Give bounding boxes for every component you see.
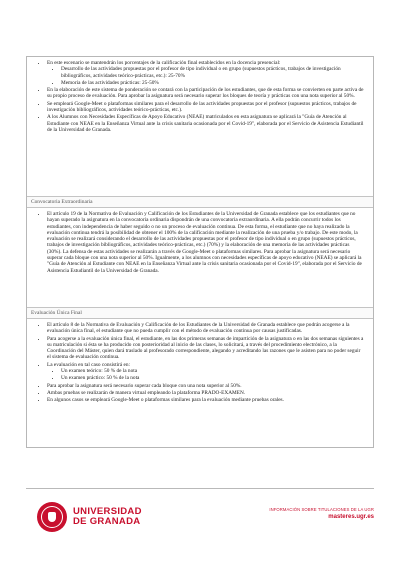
sub-list bbox=[47, 66, 365, 86]
list-item-text: Para acogerse a la evaluación única final, el estudiante, en las dos primeras semanas de impartición de la asignatura o en las dos semanas siguientes a su matriculación si ésta se ha producido con posterioridad al inicio de las clases, lo solicitará, a través del procedimiento electrónico, a la Coordinación del Máster, quien dará traslado al profesorado correspondiente, alegando y acreditando las razones que le asisten para no poder seguir el sistema de evaluación continua. bbox=[47, 335, 364, 361]
list-item-text: Para aprobar la asignatura será necesario superar cada bloque con una nota superior al 50%. bbox=[47, 382, 242, 389]
logo-line-2: DE GRANADA bbox=[73, 516, 141, 527]
section-title-extraordinary: Convocatoria Extraordinaria bbox=[27, 196, 373, 208]
sub-list bbox=[47, 368, 365, 382]
section-title-final: Evaluación Única Final bbox=[27, 307, 373, 319]
list-item bbox=[47, 390, 365, 396]
section-online-evaluation bbox=[27, 57, 373, 196]
list-item bbox=[47, 87, 365, 100]
bullet-list bbox=[35, 211, 365, 274]
list-item-text: A los Alumnos con Necesidades Específicas de Apoyo Educativo (NEAE) matriculados en esta asignatura se aplicará la "Guía de Atención al Estudiante con NEAE en la Enseñanza Virtual ante la crisis sanitaria ocasionada por el Covid-19", elaborada por el Servicio de Asistencia Estudiantil de la Universidad de Granada. bbox=[47, 114, 364, 133]
sub-list-item: • Un examen práctico: 50 % de la nota bbox=[61, 375, 365, 381]
logo-line-1: UNIVERSIDAD bbox=[73, 505, 142, 517]
masters-link[interactable]: masteres.ugr.es bbox=[328, 514, 374, 520]
logo-text bbox=[73, 507, 142, 528]
sub-list-item: • Desarrollo de las actividades propuestas por el profesor de tipo individual o en grupo (supuestos prácticos, trabajos de investigación bibliográficos, actividades teórico-prácticas, etc.): 25-70% bbox=[61, 66, 365, 79]
sub-list-item: • Memoria de las actividades prácticas: 25-50% bbox=[61, 80, 365, 86]
bullet-list bbox=[35, 60, 365, 133]
list-item bbox=[47, 397, 365, 403]
list-item-text: La evaluación en tal caso consistirá en: bbox=[47, 361, 130, 368]
list-item bbox=[47, 211, 365, 274]
list-item bbox=[47, 101, 365, 114]
list-item bbox=[47, 336, 365, 361]
list-item bbox=[47, 322, 365, 335]
list-item bbox=[47, 362, 365, 382]
list-item-text: Ambas pruebas se realizarán de manera virtual empleando la plataforma PRADO-EXAMEN. bbox=[47, 389, 246, 396]
list-item-text: El artículo 19 de la Normativa de Evaluación y Calificación de los Estudiantes de la Universidad de Granada establece que los estudiantes que no hayan superado la asignatura en la convocatoria ordinaria dispondrán de una convocatoria extraordinaria. A ella podrán concurrir todos los estudiantes, con independencia de haber seguido o no un proceso de evaluación continua. De esta forma, el estudiante que no haya realizado la evaluación continua tendrá la posibilidad de obtener el 100% de la calificación mediante la realización de una prueba y/o trabajo. De este modo, la evaluación se realizará considerando el desarrollo de las actividades propuestas por el profesor de tipo individual o en grupo (supuestos prácticos, trabajos de investigación bibliográficos, actividades teórico-prácticas, etc.) (70%) y la elaboración de una memoria de las actividades prácticas (30%). La defensa de estas actividades se realizarán a través de Google-Meet o plataformas similares. Para aprobar la asignatura será necesario superar cada bloque con una nota superior al 50%. Igualmente, a los alumnos con necesidades específicas de apoyo educativo (NEAE) se aplicará la "Guía de Atención al Estudiante con NEAE en la Enseñanza Virtual ante la crisis sanitaria ocasionada por el Covid-19", elaborada por el Servicio de Asistencia Estudiantil de la Universidad de Granada. bbox=[47, 211, 362, 274]
bullet-list bbox=[35, 322, 365, 404]
masters-title: INFORMACIÓN SOBRE TITULACIONES DE LA UGR bbox=[269, 507, 374, 512]
sub-list-item: • Un examen teórico: 50 % de la nota bbox=[61, 368, 365, 374]
footer-divider bbox=[26, 488, 374, 489]
list-item-text: En la elaboración de este sistema de ponderación se contará con la participación de los estudiantes, que de esta forma se convierten en parte activa de su propio proceso de evaluación. Para aprobar la asignatura será necesario superar los bloques de teoría y prácticas con una nota superior al 50%. bbox=[47, 87, 364, 100]
university-logo[interactable] bbox=[37, 502, 142, 532]
section-final-evaluation bbox=[27, 319, 373, 471]
list-item-text: El artículo 8 de la Normativa de Evaluación y Calificación de los Estudiantes de la Universidad de Granada establece que podrán acogerse a la evaluación única final, el estudiante que no pueda cumplir con el método de evaluación continua por causas justificadas. bbox=[47, 322, 350, 335]
list-item-text: En algunos casos se empleará Google-Meet o plataformas similares para la evaluación mediante pruebas orales. bbox=[47, 397, 284, 404]
section-extraordinary bbox=[27, 208, 373, 307]
list-item-text: En este escenario se mantendrán los porcentajes de la calificación final establecidos en la docencia presencial: bbox=[47, 60, 281, 66]
list-item bbox=[47, 114, 365, 133]
list-item bbox=[47, 60, 365, 86]
list-item-text: Se empleará Google-Meet o plataformas similares para el desarrollo de las actividades propuestas por el profesor (supuestos prácticos, trabajos de investigación bibliográficos, actividades teórico-prácticas, etc.). bbox=[47, 100, 357, 114]
list-item bbox=[47, 383, 365, 389]
masters-info[interactable] bbox=[234, 507, 374, 521]
evaluation-table bbox=[26, 56, 374, 448]
university-seal-icon bbox=[37, 502, 67, 532]
